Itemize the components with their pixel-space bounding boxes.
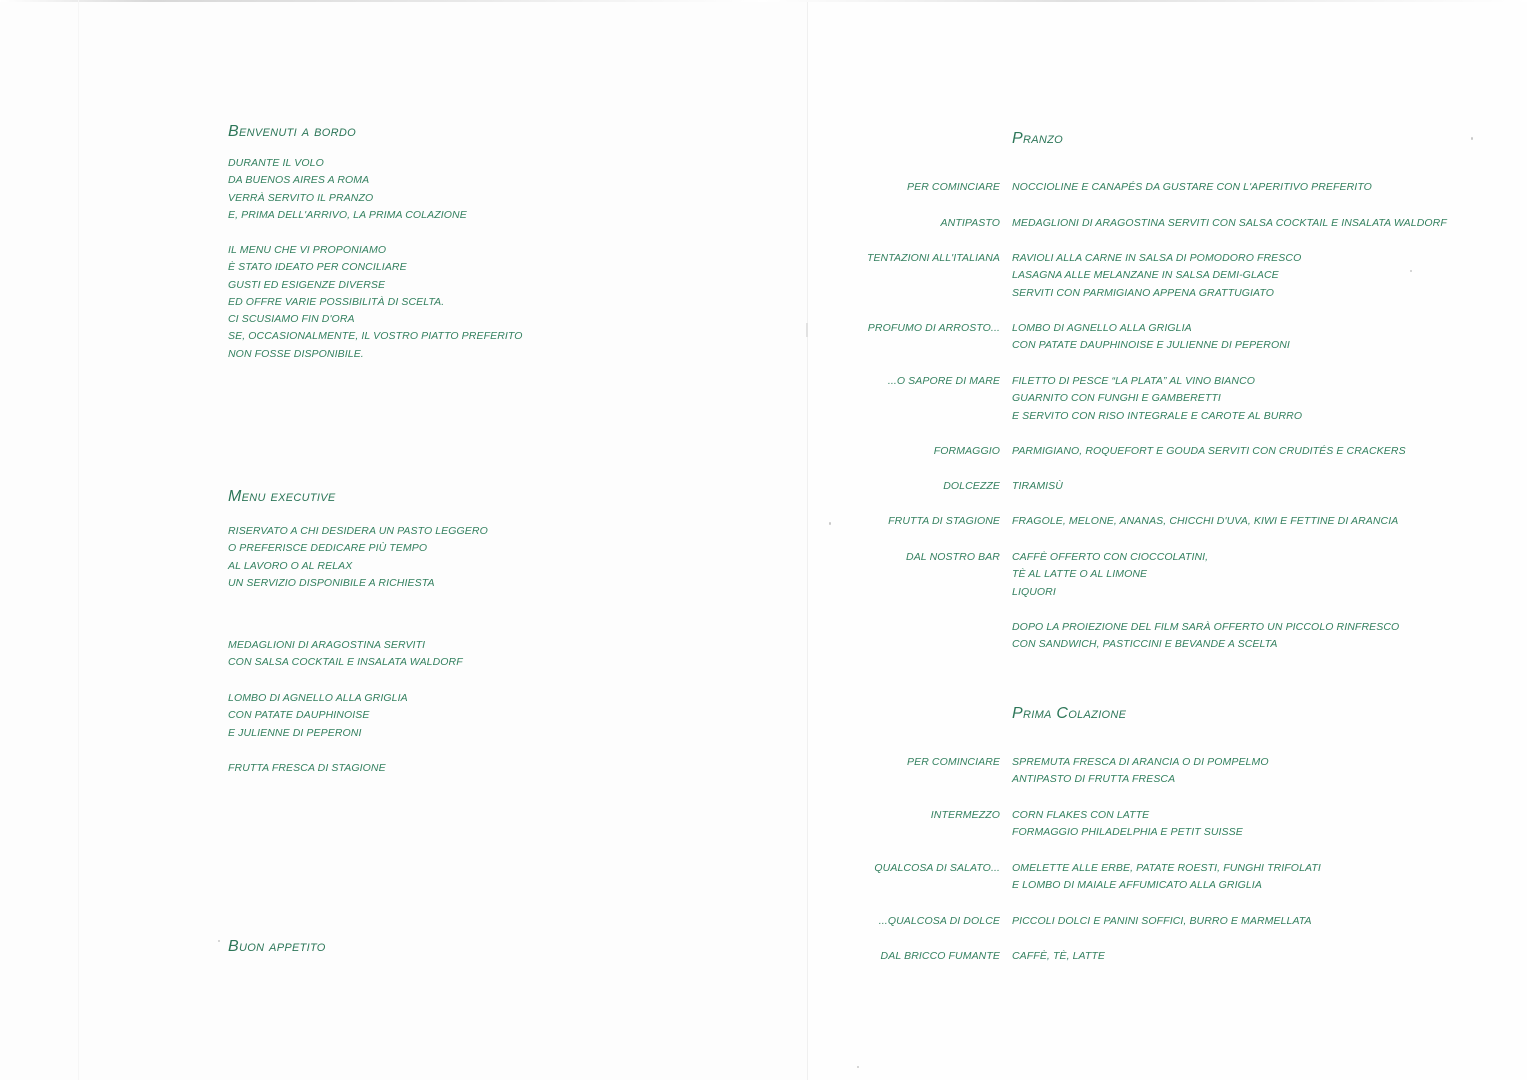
- page-fold: [807, 0, 808, 1080]
- course-item: FORMAGGIO PHILADELPHIA E PETIT SUISSE: [1012, 826, 1243, 839]
- course-item: FILETTO DI PESCE “LA PLATA” AL VINO BIANCO: [1012, 375, 1256, 387]
- course-label: PER COMINCIARE: [907, 756, 1000, 768]
- course-items: [1012, 948, 1105, 965]
- course-items: [1012, 860, 1321, 895]
- course-item: PARMIGIANO, ROQUEFORT E GOUDA SERVITI CON CRUDITÉS E CRACKERS: [1012, 445, 1406, 457]
- course-item: TIRAMISÙ: [1012, 480, 1063, 492]
- course-item: CON PATATE DAUPHINOISE E JULIENNE DI PEPERONI: [1012, 339, 1290, 352]
- welcome-intro-line: DURANTE IL VOLO: [228, 157, 324, 169]
- executive-intro-line: UN SERVIZIO DISPONIBILE A RICHIESTA: [228, 576, 435, 589]
- course-label: DAL BRICCO FUMANTE: [880, 950, 1000, 962]
- course-items: [1012, 179, 1372, 196]
- welcome-intro-line: DA BUENOS AIRES A ROMA: [228, 174, 370, 187]
- course-item: LOMBO DI AGNELLO ALLA GRIGLIA: [1012, 322, 1192, 334]
- course-label: ...QUALCOSA DI DOLCE: [878, 915, 1000, 927]
- course-item: FRAGOLE, MELONE, ANANAS, CHICCHI D'UVA, KIWI E FETTINE DI ARANCIA: [1012, 515, 1399, 527]
- closing-greeting: Buon appetito: [228, 938, 326, 955]
- course-item: CON SANDWICH, PASTICCINI E BEVANDE A SCELTA: [1012, 638, 1278, 651]
- course-item: TÈ AL LATTE O AL LIMONE: [1012, 568, 1148, 581]
- executive-dish-3: [228, 760, 386, 777]
- fold-mark: [806, 323, 808, 337]
- course-label: DOLCEZZE: [943, 480, 1000, 492]
- scan-speck: [829, 522, 831, 525]
- course-label: PROFUMO DI ARROSTO...: [867, 322, 1000, 334]
- executive-dish-2: [228, 690, 408, 742]
- executive-dish-line: MEDAGLIONI DI ARAGOSTINA SERVITI: [228, 639, 426, 651]
- course-item: RAVIOLI ALLA CARNE IN SALSA DI POMODORO FRESCO: [1012, 252, 1302, 264]
- executive-intro-line: AL LAVORO O AL RELAX: [228, 559, 353, 572]
- welcome-body-line: GUSTI ED ESIGENZE DIVERSE: [228, 278, 386, 291]
- course-item: LASAGNA ALLE MELANZANE IN SALSA DEMI-GLACE: [1012, 269, 1279, 282]
- welcome-title: Benvenuti a bordo: [228, 123, 356, 140]
- welcome-body-line: SE, OCCASIONALMENTE, IL VOSTRO PIATTO PREFERITO: [228, 330, 523, 343]
- executive-intro-line: O PREFERISCE DEDICARE PIÙ TEMPO: [228, 542, 428, 555]
- executive-intro-line: RISERVATO A CHI DESIDERA UN PASTO LEGGERO: [228, 525, 488, 537]
- course-items: [1012, 373, 1302, 425]
- course-item: SPREMUTA FRESCA DI ARANCIA O DI POMPELMO: [1012, 756, 1269, 768]
- course-label: PER COMINCIARE: [907, 181, 1000, 193]
- welcome-intro-line: E, PRIMA DELL'ARRIVO, LA PRIMA COLAZIONE: [228, 208, 467, 221]
- welcome-body-line: ED OFFRE VARIE POSSIBILITÀ DI SCELTA.: [228, 295, 445, 308]
- course-item: ANTIPASTO DI FRUTTA FRESCA: [1012, 773, 1176, 786]
- course-item: OMELETTE ALLE ERBE, PATATE ROESTI, FUNGHI TRIFOLATI: [1012, 862, 1321, 874]
- welcome-body-line: IL MENU CHE VI PROPONIAMO: [228, 244, 387, 256]
- scan-speck: [857, 1066, 859, 1068]
- executive-dish-1: [228, 637, 463, 672]
- scan-left-edge: [78, 0, 79, 1080]
- course-item: MEDAGLIONI DI ARAGOSTINA SERVITI CON SALSA COCKTAIL E INSALATA WALDORF: [1012, 217, 1447, 229]
- course-items: [1012, 250, 1301, 302]
- welcome-body-line: È STATO IDEATO PER CONCILIARE: [228, 261, 407, 274]
- executive-dish-line: LOMBO DI AGNELLO ALLA GRIGLIA: [228, 692, 408, 704]
- course-item: PICCOLI DOLCI E PANINI SOFFICI, BURRO E MARMELLATA: [1012, 915, 1312, 927]
- scan-speck: [1471, 137, 1473, 140]
- course-label: FRUTTA DI STAGIONE: [888, 515, 1000, 527]
- executive-dish-line: FRUTTA FRESCA DI STAGIONE: [228, 762, 386, 774]
- breakfast-title: Prima Colazione: [1012, 705, 1127, 722]
- course-label: INTERMEZZO: [930, 809, 1000, 821]
- scan-speck: [1410, 270, 1412, 272]
- course-label: FORMAGGIO: [933, 445, 1000, 457]
- course-label: DAL NOSTRO BAR: [906, 551, 1000, 563]
- course-label: TENTAZIONI ALL'ITALIANA: [866, 252, 1000, 264]
- course-item: CAFFÈ OFFERTO CON CIOCCOLATINI,: [1012, 551, 1209, 563]
- course-item: DOPO LA PROIEZIONE DEL FILM SARÀ OFFERTO UN PICCOLO RINFRESCO: [1012, 621, 1400, 633]
- course-item: E SERVITO CON RISO INTEGRALE E CAROTE AL BURRO: [1012, 409, 1303, 422]
- executive-title: Menu executive: [228, 488, 336, 505]
- course-label: ANTIPASTO: [940, 217, 1000, 229]
- welcome-body: [228, 242, 522, 363]
- course-items: [1012, 549, 1208, 601]
- course-item: LIQUORI: [1012, 585, 1056, 598]
- welcome-intro: [228, 155, 467, 224]
- welcome-body-line: CI SCUSIAMO FIN D'ORA: [228, 313, 355, 326]
- course-label: QUALCOSA DI SALATO...: [874, 862, 1000, 874]
- executive-dish-line: CON SALSA COCKTAIL E INSALATA WALDORF: [228, 656, 463, 669]
- course-item: CORN FLAKES CON LATTE: [1012, 809, 1150, 821]
- course-item: SERVITI CON PARMIGIANO APPENA GRATTUGIATO: [1012, 286, 1274, 299]
- course-items: [1012, 754, 1269, 789]
- course-items: [1012, 478, 1063, 495]
- course-items: [1012, 619, 1399, 654]
- course-items: [1012, 807, 1243, 842]
- executive-dish-line: E JULIENNE DI PEPERONI: [228, 726, 362, 739]
- course-item: NOCCIOLINE E CANAPÉS DA GUSTARE CON L'APERITIVO PREFERITO: [1012, 181, 1372, 193]
- executive-dish-line: CON PATATE DAUPHINOISE: [228, 709, 370, 722]
- welcome-body-line: NON FOSSE DISPONIBILE.: [228, 347, 364, 360]
- course-label: ...O SAPORE DI MARE: [887, 375, 1000, 387]
- course-item: E LOMBO DI MAIALE AFFUMICATO ALLA GRIGLIA: [1012, 879, 1262, 892]
- course-items: [1012, 513, 1398, 530]
- welcome-intro-line: VERRÀ SERVITO IL PRANZO: [228, 191, 374, 204]
- course-item: GUARNITO CON FUNGHI E GAMBERETTI: [1012, 392, 1221, 405]
- course-items: [1012, 443, 1406, 460]
- course-items: [1012, 320, 1290, 355]
- lunch-title: Pranzo: [1012, 130, 1063, 147]
- course-items: [1012, 913, 1312, 930]
- executive-intro: [228, 523, 488, 592]
- scan-speck: [218, 940, 220, 942]
- course-item: CAFFÈ, TÈ, LATTE: [1012, 950, 1105, 962]
- scan-top-edge: [0, 0, 1527, 2]
- course-items: [1012, 215, 1447, 232]
